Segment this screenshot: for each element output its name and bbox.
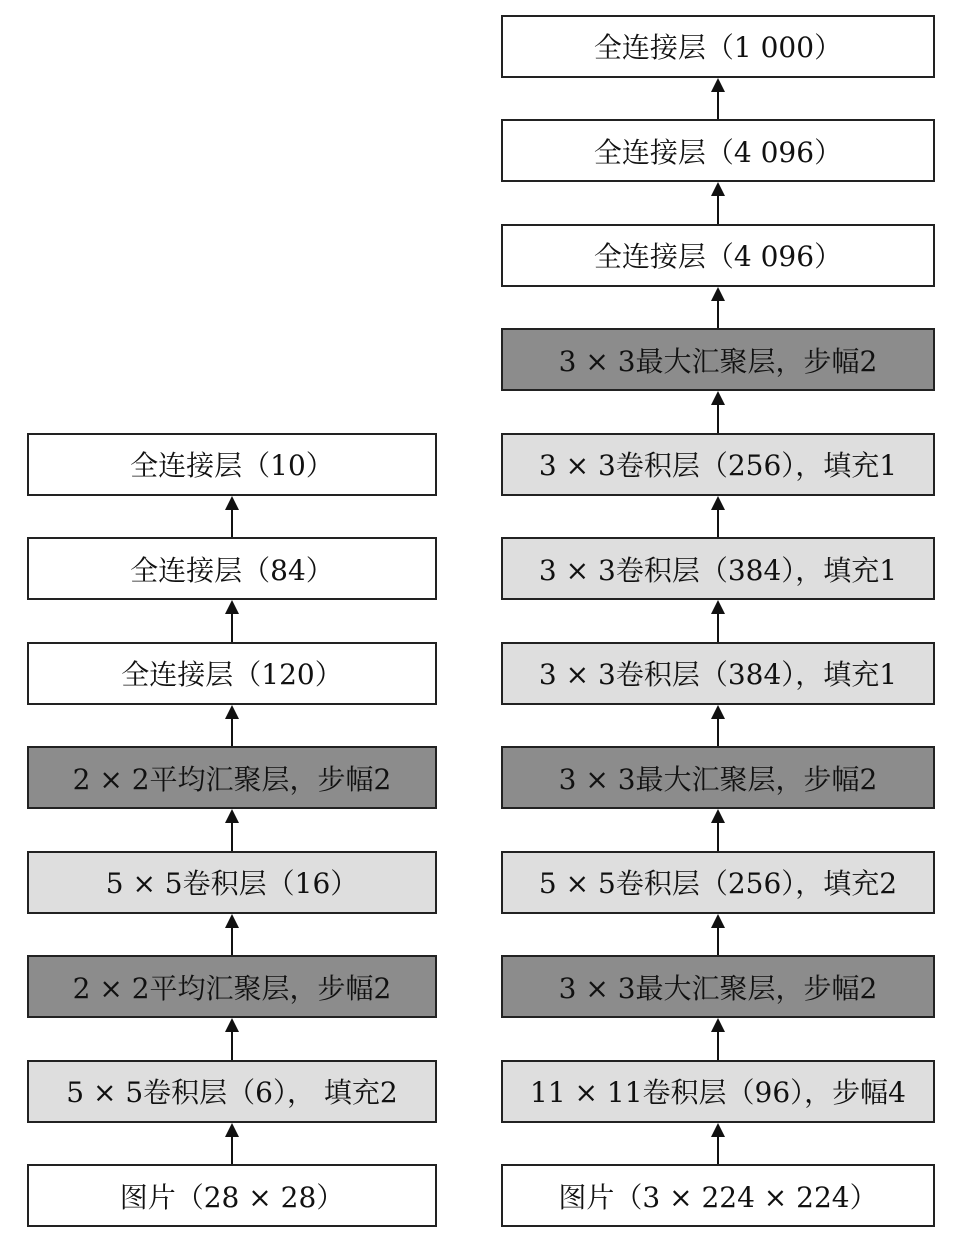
layer-box-pool	[501, 955, 935, 1018]
layer-label: 全连接层（4 096）	[593, 135, 843, 169]
layer-box-pool	[501, 746, 935, 809]
arrow-head-icon	[225, 600, 239, 614]
layer-label: 图片（28 × 28）	[119, 1180, 345, 1214]
arrow-head-icon	[711, 182, 725, 196]
arrow-head-icon	[711, 600, 725, 614]
arrow-head-icon	[711, 914, 725, 928]
layer-box-conv	[501, 537, 935, 600]
layer-box-fc	[27, 537, 437, 600]
arrow-head-icon	[711, 809, 725, 823]
layer-label: 3 × 3最大汇聚层，步幅2	[558, 971, 878, 1005]
arrow-head-icon	[225, 1123, 239, 1137]
layer-label: 3 × 3最大汇聚层，步幅2	[558, 344, 878, 378]
arrow-head-icon	[711, 1018, 725, 1032]
layer-label: 全连接层（4 096）	[593, 240, 843, 273]
alexnet-diagram	[501, 0, 935, 1246]
layer-label: 3 × 3卷积层（384），填充1	[538, 658, 898, 691]
arrow-head-icon	[711, 1123, 725, 1137]
layer-label: 图片（3 × 224 × 224）	[558, 1180, 878, 1214]
arrow-head-icon	[225, 1018, 239, 1032]
arrow-head-icon	[711, 391, 725, 405]
layer-box-pool	[501, 328, 935, 391]
layer-label: 3 × 3卷积层（384），填充1	[538, 553, 898, 587]
layer-box-conv	[501, 1060, 935, 1123]
layer-label: 5 × 5卷积层（256），填充2	[538, 867, 898, 900]
layer-label: 2 × 2平均汇聚层，步幅2	[72, 971, 392, 1005]
layer-box-conv	[27, 1060, 437, 1123]
layer-box-conv	[27, 851, 437, 914]
layer-label: 5 × 5卷积层（6）， 填充2	[66, 1076, 398, 1109]
arrow-head-icon	[225, 809, 239, 823]
layer-label: 3 × 3卷积层（256），填充1	[538, 449, 898, 482]
layer-label: 11 × 11卷积层（96），步幅4	[530, 1076, 906, 1109]
layer-label: 全连接层（84）	[130, 553, 334, 587]
layer-label: 全连接层（1 000）	[593, 31, 843, 64]
layer-box-conv	[501, 851, 935, 914]
arrow-head-icon	[225, 914, 239, 928]
layer-box-conv	[501, 433, 935, 496]
arrow-head-icon	[225, 705, 239, 719]
layer-box-pool	[27, 955, 437, 1018]
lenet-diagram	[27, 0, 437, 1246]
layer-label: 全连接层（10）	[130, 449, 334, 482]
arrow-head-icon	[711, 287, 725, 301]
layer-label: 3 × 3最大汇聚层，步幅2	[558, 762, 878, 796]
layer-box-fc	[27, 433, 437, 496]
layer-box-pool	[27, 746, 437, 809]
layer-label: 2 × 2平均汇聚层，步幅2	[72, 762, 392, 796]
arrow-head-icon	[711, 496, 725, 510]
layer-box-fc	[27, 642, 437, 705]
layer-box-conv	[501, 642, 935, 705]
layer-box-fc	[501, 119, 935, 182]
layer-box-fc	[501, 224, 935, 287]
layer-box-input	[501, 1164, 935, 1227]
layer-box-fc	[501, 15, 935, 78]
arrow-head-icon	[711, 705, 725, 719]
layer-label: 5 × 5卷积层（16）	[105, 867, 359, 900]
layer-label: 全连接层（120）	[121, 658, 343, 691]
layer-box-input	[27, 1164, 437, 1227]
arrow-head-icon	[711, 78, 725, 92]
arrow-head-icon	[225, 496, 239, 510]
